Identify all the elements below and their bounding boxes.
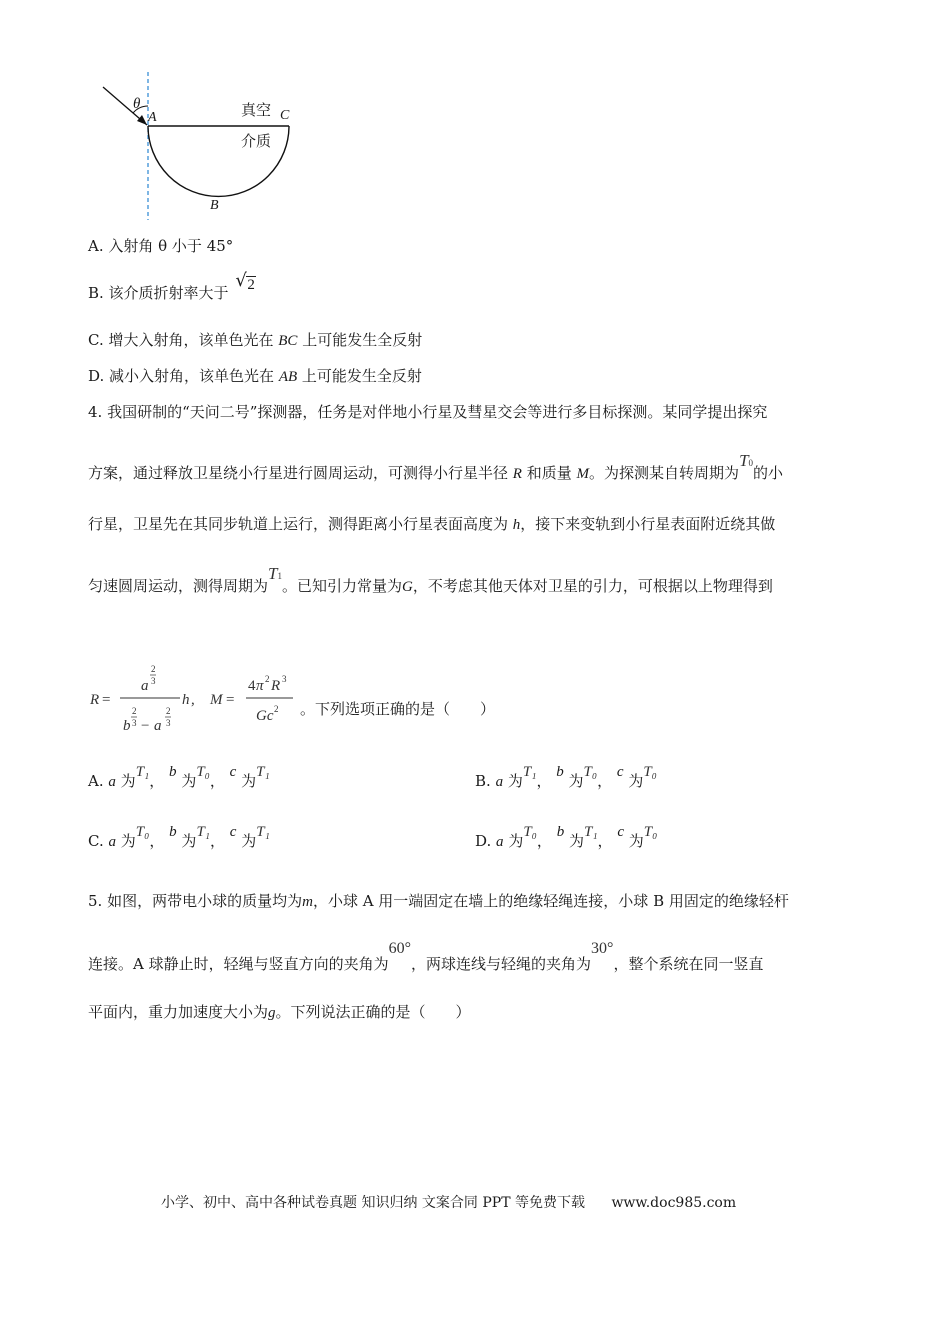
svg-text:R: R xyxy=(271,678,281,694)
q4-line2-pre: 方案，通过释放卫星绕小行星进行圆周运动，可测得小行星半径 xyxy=(88,464,509,482)
page-footer xyxy=(161,1192,736,1212)
svg-text:b: b xyxy=(123,718,131,734)
q4-line2-post: 。为探测某自转周期为 xyxy=(589,464,740,482)
svg-text:h: h xyxy=(182,692,190,708)
medium-label: 介质 xyxy=(241,132,272,150)
q4-line4-pre: 匀速圆周运动，测得周期为 xyxy=(88,577,269,595)
q5-line1-pre: 5. 如图，两带电小球的质量均为 xyxy=(88,892,303,910)
sqrt-radicand: 2 xyxy=(247,277,255,293)
q5-line2-pre: 连接。A 球静止时，轻绳与竖直方向的夹角为 xyxy=(88,955,389,973)
svg-text:2: 2 xyxy=(166,706,171,716)
q4-line3-pre: 行星，卫星先在其同步轨道上运行，测得距离小行星表面高度为 xyxy=(88,515,509,533)
formula-tail: 。下列选项正确的是（ ） xyxy=(300,700,496,718)
var-h: h xyxy=(512,517,521,533)
q3-option-d-pre: D. 减小入射角，该单色光在 xyxy=(88,367,275,385)
q3-option-d-seg: AB xyxy=(278,369,298,385)
q4-option-c: C. a 为T₀， b 为T₁， c 为T₁ xyxy=(88,824,270,850)
q3-option-a: A. 入射角 θ 小于 45° xyxy=(88,237,234,255)
svg-text:3: 3 xyxy=(132,718,137,728)
q4-line-4 xyxy=(88,564,773,598)
q5-line2-post: ，整个系统在同一竖直 xyxy=(613,955,764,973)
var-t1 xyxy=(268,564,282,583)
angle-30: 30° xyxy=(591,940,614,957)
q5-line-3 xyxy=(88,1002,471,1023)
point-c-label: C xyxy=(280,108,290,123)
q3-option-b xyxy=(88,270,256,304)
vacuum-label: 真空 xyxy=(241,101,272,119)
footer-text: 小学、初中、高中各种试卷真题 知识归纳 文案合同 PPT 等免费下载 xyxy=(161,1195,585,1211)
q5-line1-post: ，小球 A 用一端固定在墙上的绝缘轻绳连接，小球 B 用固定的绝缘轻杆 xyxy=(312,892,789,910)
svg-text:a: a xyxy=(141,678,149,694)
var-t0-main: T xyxy=(739,451,749,470)
q4-line-3 xyxy=(88,514,775,535)
q5-line2-mid: ，两球连线与轻绳的夹角为 xyxy=(411,955,592,973)
q3-option-b-text: B. 该介质折射率大于 xyxy=(88,284,229,302)
q4-line4-post: 。已知引力常量为 xyxy=(281,577,402,595)
svg-text:R: R xyxy=(90,692,100,708)
angle-60: 60° xyxy=(388,940,412,957)
svg-text:2: 2 xyxy=(265,674,270,684)
q3-option-c xyxy=(88,330,422,351)
q3-option-d xyxy=(88,366,422,387)
svg-text:3: 3 xyxy=(166,718,171,728)
var-mass: m xyxy=(302,894,313,910)
svg-text:a: a xyxy=(154,718,162,734)
var-t1-main: T xyxy=(268,564,278,583)
q4-option-b: B. a 为T₁， b 为T₀， c 为T₀ xyxy=(475,764,657,790)
refraction-figure xyxy=(95,70,305,220)
q4-option-d: D. a 为T₀， b 为T₁， c 为T₀ xyxy=(475,824,658,850)
formula-svg xyxy=(88,660,318,740)
footer-url[interactable]: www.doc985.com xyxy=(611,1195,737,1211)
var-g: G xyxy=(402,579,413,595)
q3-option-c-seg: BC xyxy=(278,333,298,349)
svg-text:M: M xyxy=(210,692,223,708)
svg-text:2: 2 xyxy=(132,706,137,716)
q3-option-d-post: 上可能发生全反射 xyxy=(301,367,422,385)
svg-text:−: − xyxy=(141,718,150,734)
point-a-label: A xyxy=(148,110,157,125)
var-m: M xyxy=(576,466,590,482)
sqrt-sign: √ xyxy=(235,270,247,291)
q4-line-2 xyxy=(88,451,784,485)
formula-block xyxy=(88,660,528,740)
q4-line4-end: ，不考虑其他天体对卫星的引力，可根据以上物理得到 xyxy=(412,577,773,595)
q5-line-1 xyxy=(88,891,789,912)
svg-text:2: 2 xyxy=(274,704,279,714)
point-b-label: B xyxy=(210,198,219,213)
var-t1-sub: 1 xyxy=(277,571,282,581)
var-gravity: g xyxy=(268,1005,276,1021)
svg-text:2: 2 xyxy=(151,664,156,674)
q5-line3-post: 。下列说法正确的是（ ） xyxy=(275,1003,471,1021)
q4-options xyxy=(88,764,868,870)
svg-text:,: , xyxy=(191,692,195,708)
ray-arrowhead xyxy=(137,115,147,125)
q3-option-c-post: 上可能发生全反射 xyxy=(302,331,423,349)
var-t0-sub: 0 xyxy=(748,458,754,468)
sqrt-expression xyxy=(235,270,256,304)
q4-line2-end: 的小 xyxy=(753,464,784,482)
svg-text:3: 3 xyxy=(282,674,287,684)
var-t0 xyxy=(739,451,753,470)
q4-option-a: A. a 为T₁， b 为T₀， c 为T₁ xyxy=(88,764,270,790)
q4-line2-mid: 和质量 xyxy=(526,464,572,482)
refraction-diagram xyxy=(95,70,305,220)
q4-line3-post: ，接下来变轨到小行星表面附近绕其做 xyxy=(520,515,776,533)
q4-line-1: 4. 我国研制的“天问二号”探测器，任务是对伴地小行星及彗星交会等进行多目标探测。某同学提出探究 xyxy=(88,403,768,421)
var-r: R xyxy=(512,466,522,482)
q3-option-c-pre: C. 增大入射角，该单色光在 xyxy=(88,331,274,349)
svg-text:=: = xyxy=(102,692,111,708)
svg-text:3: 3 xyxy=(151,676,156,686)
q5-line3-pre: 平面内，重力加速度大小为 xyxy=(88,1003,269,1021)
theta-label: θ xyxy=(133,96,141,112)
svg-text:=: = xyxy=(226,692,235,708)
svg-text:Gc: Gc xyxy=(256,708,274,724)
svg-text:4: 4 xyxy=(248,678,256,694)
q5-line-2 xyxy=(88,940,764,975)
svg-text:π: π xyxy=(256,678,264,694)
